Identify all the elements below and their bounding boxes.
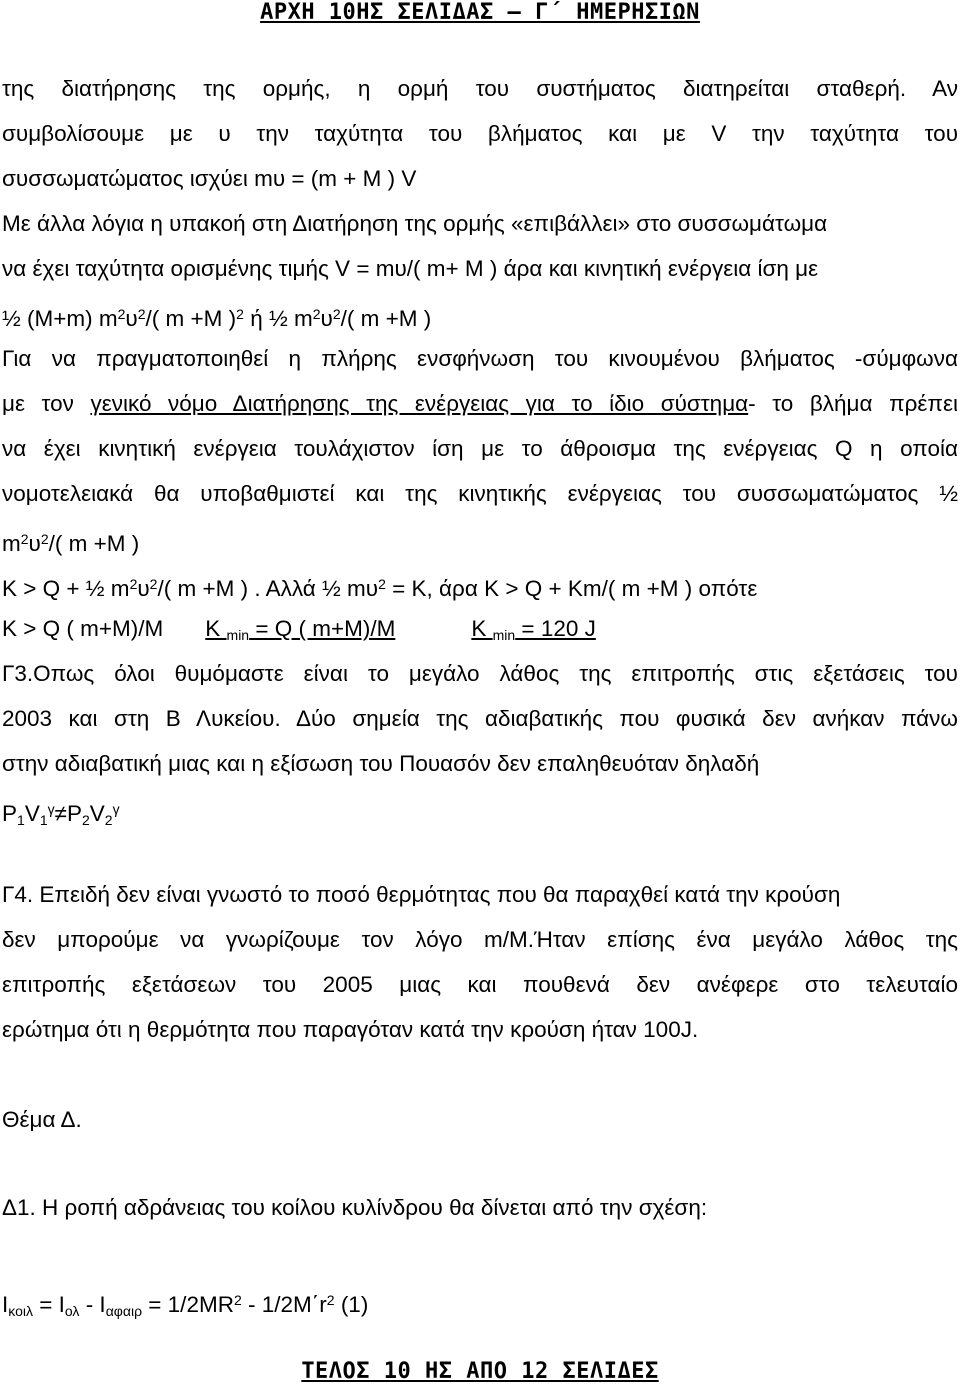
formula-text: υ <box>125 306 138 331</box>
formula-line-24 <box>2 1285 958 1326</box>
superscript: 2 <box>326 1292 335 1308</box>
subscript: 1 <box>39 812 48 828</box>
formula-text: I <box>2 1292 9 1317</box>
subscript: κοιλ <box>8 1303 33 1319</box>
formula-text: ή ½ m <box>243 306 313 331</box>
superscript: 2 <box>236 306 244 322</box>
page-header: ΑΡΧΗ 10ΗΣ ΣΕΛΙΔΑΣ – Γ΄ ΗΜΕΡΗΣΙΩΝ <box>260 0 700 25</box>
subscript: 2 <box>104 812 113 828</box>
kmin-result <box>471 616 596 641</box>
superscript: 2 <box>117 306 126 322</box>
formula-text: m <box>2 531 21 556</box>
text-line-5: να έχει ταχύτητα ορισμένης τιμής V = mυ/( m+ M ) άρα και κινητική ενέργεια ίση με <box>2 256 819 281</box>
superscript: 2 <box>312 306 321 322</box>
text-segment: με τον <box>2 391 91 416</box>
text-line-3: συσσωματώματος ισχύει mυ = (m + M ) V <box>2 166 417 191</box>
formula-text: /( m +M ) <box>340 306 432 331</box>
formula-text: = Q ( m+M)/M <box>249 616 396 641</box>
text-line-16: στην αδιαβατική μιας και η εξίσωση του Πουασόν δεν επαληθευόταν δηλαδή <box>2 751 760 776</box>
formula-text: - 1/2M΄r <box>241 1292 327 1317</box>
text-line-19: δεν μπορούμε να γνωρίζουμε τον λόγο m/M.Ήταν επίσης ένα μεγάλο λάθος της <box>2 927 958 952</box>
formula-text: /( m +M ) <box>48 531 140 556</box>
text-line-1: της διατήρησης της ορμής, η ορμή του συστήματος διατηρείται σταθερή. Αν <box>2 76 958 101</box>
formula-text: = K, άρα K > Q + Km/( m +M ) οπότε <box>385 576 758 601</box>
subscript: 1 <box>17 812 25 828</box>
subscript: min <box>492 627 516 643</box>
superscript: 2 <box>40 531 49 547</box>
text-line-21: ερώτημα ότι η θερμότητα που παραγόταν κατά την κρούση ήταν 100J. <box>2 1017 699 1042</box>
superscript: γ <box>47 801 55 817</box>
superscript: 2 <box>137 306 146 322</box>
superscript: 2 <box>20 531 29 547</box>
formula-text: K > Q ( m+M)/M <box>2 616 164 641</box>
formula-text: V <box>24 801 40 826</box>
formula-text: υ <box>137 576 150 601</box>
formula-text: υ <box>28 531 41 556</box>
formula-text: /( m +M ) <box>145 306 237 331</box>
formula-text: (1) <box>334 1292 369 1317</box>
section-heading: Θέμα Δ. <box>2 1107 82 1132</box>
formula-text: - I <box>79 1292 106 1317</box>
superscript: 2 <box>149 576 158 592</box>
text-line-14: Γ3.Οπως όλοι θυμόμαστε είναι το μεγάλο λάθος της επιτροπής στις εξετάσεις του <box>2 661 958 686</box>
subscript: min <box>226 627 250 643</box>
subscript: 2 <box>81 812 90 828</box>
superscript: γ <box>112 801 120 817</box>
superscript: 2 <box>129 576 138 592</box>
formula-line-6 <box>2 299 958 334</box>
subscript: ολ <box>64 1303 80 1319</box>
formula-text: K <box>205 616 227 641</box>
formula-text: ≠P <box>54 801 82 826</box>
formula-line-13 <box>2 614 958 650</box>
formula-text: = 120 J <box>515 616 596 641</box>
formula-line-12 <box>2 569 958 604</box>
text-line-9: να έχει κινητική ενέργεια τουλάχιστον ίση με το άθροισμα της ενέργειας Q η οποία <box>2 436 958 461</box>
formula-text: = I <box>33 1292 65 1317</box>
formula-text: /( m +M ) . Αλλά ½ mυ <box>157 576 379 601</box>
formula-text: ½ (M+m) m <box>2 306 118 331</box>
formula-line-11 <box>2 524 958 559</box>
subscript: αφαιρ <box>105 1303 143 1319</box>
text-line-7: Για να πραγματοποιηθεί η πλήρης ενσφήνωση του κινουμένου βλήματος -σύμφωνα <box>2 346 958 371</box>
formula-line-17 <box>2 794 958 835</box>
text-line-15: 2003 και στη Β Λυκείου. Δύο σημεία της αδιαβατικής που φυσικά δεν ανήκαν πάνω <box>2 706 958 731</box>
text-segment: - το βλήμα πρέπει <box>748 391 958 416</box>
superscript: 2 <box>233 1292 242 1308</box>
text-line-2: συμβολίσουμε με υ την ταχύτητα του βλήματος και με V την ταχύτητα του <box>2 121 958 146</box>
page-footer: ΤΕΛΟΣ 10 ΗΣ ΑΠΟ 12 ΣΕΛΙΔΕΣ <box>301 1359 659 1384</box>
formula-text: K > Q + ½ m <box>2 576 130 601</box>
formula-text: K <box>471 616 493 641</box>
text-line-20: επιτροπής εξετάσεων του 2005 μιας και πουθενά δεν ανέφερε στο τελευταίο <box>2 972 958 997</box>
superscript: 2 <box>378 576 386 592</box>
kmin-expression <box>205 616 395 641</box>
text-line-10: νομοτελειακά θα υποβαθμιστεί και της κινητικής ενέργειας του συσσωματώματος ½ <box>2 481 958 506</box>
superscript: 2 <box>332 306 341 322</box>
text-line-8 <box>2 389 958 419</box>
text-line-18: Γ4. Επειδή δεν είναι γνωστό το ποσό θερμότητας που θα παραχθεί κατά την κρούση <box>2 882 841 907</box>
formula-text: V <box>89 801 105 826</box>
underlined-law-text: γενικό νόμο Διατήρησης της ενέργειας για το ίδιο σύστημα <box>90 391 749 416</box>
formula-text: P <box>2 801 18 826</box>
text-line-23: Δ1. Η ροπή αδράνειας του κοίλου κυλίνδρου θα δίνεται από την σχέση: <box>2 1195 708 1220</box>
text-line-4: Με άλλα λόγια η υπακοή στη Διατήρηση της ορμής «επιβάλλει» στο συσσωμάτωμα <box>2 211 828 236</box>
formula-text: = 1/2MR <box>142 1292 234 1317</box>
formula-text: υ <box>320 306 333 331</box>
